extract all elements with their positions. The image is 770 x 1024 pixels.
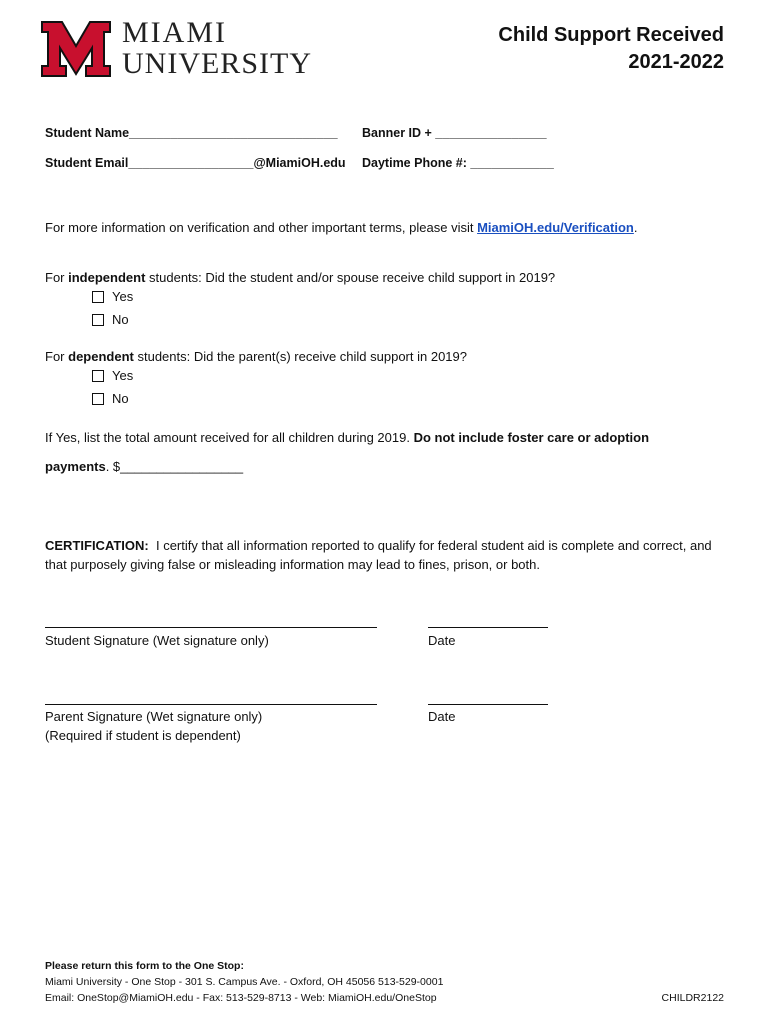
q-pre: For <box>45 349 69 364</box>
form-code: CHILDR2122 <box>661 992 724 1004</box>
checkbox[interactable] <box>92 393 104 405</box>
amount-question <box>45 428 735 447</box>
footer-address: Miami University - One Stop - 301 S. Campus Ave. - Oxford, OH 45056 513-529-0001 <box>45 976 444 988</box>
checkbox[interactable] <box>92 291 104 303</box>
logo-line-university: UNIVERSITY <box>122 47 312 80</box>
footer-heading: Please return this form to the One Stop: <box>45 960 244 972</box>
banner-id-field[interactable]: Banner ID + ________________ <box>362 126 547 140</box>
q-pre: For <box>45 270 69 285</box>
title-year: 2021-2022 <box>628 51 724 73</box>
q-post: students: Did the parent(s) receive child support in 2019? <box>133 349 467 364</box>
student-signature-label: Student Signature (Wet signature only) <box>45 633 269 648</box>
option-label: Yes <box>112 289 134 304</box>
parent-note: (Required if student is dependent) <box>45 728 241 743</box>
certification-label: CERTIFICATION: <box>45 538 149 553</box>
option-label: Yes <box>112 368 134 383</box>
checkbox[interactable] <box>92 370 104 382</box>
amount-bold: Do not include foster care or adoption <box>413 430 650 445</box>
student-signature-line[interactable] <box>45 627 377 628</box>
independent-question <box>45 268 555 287</box>
option-label: No <box>112 391 129 406</box>
parent-date-label: Date <box>428 709 456 724</box>
amount-line[interactable] <box>45 457 243 476</box>
student-email-field[interactable]: Student Email__________________@MiamiOH.edu <box>45 156 346 170</box>
dependent-no-option[interactable] <box>92 391 129 406</box>
amount-field[interactable]: . $_________________ <box>105 459 244 474</box>
info-text <box>45 218 637 237</box>
footer-contact: Email: OneStop@MiamiOH.edu - Fax: 513-529-8713 - Web: MiamiOH.edu/OneStop <box>45 992 437 1004</box>
parent-date-line[interactable] <box>428 704 548 705</box>
independent-no-option[interactable] <box>92 312 129 327</box>
student-date-label: Date <box>428 633 456 648</box>
option-label: No <box>112 312 129 327</box>
certification-text <box>45 536 725 574</box>
footer <box>45 958 443 1006</box>
info-prefix: For more information on verification and other important terms, please visit <box>45 220 478 235</box>
daytime-phone-field[interactable]: Daytime Phone #: ____________ <box>362 156 554 170</box>
q-post: students: Did the student and/or spouse receive child support in 2019? <box>145 270 556 285</box>
miami-m-logo <box>40 20 112 78</box>
logo-line-miami: MIAMI <box>122 16 227 49</box>
parent-signature-label: Parent Signature (Wet signature only) <box>45 709 263 724</box>
dependent-yes-option[interactable] <box>92 368 133 383</box>
parent-signature-line[interactable] <box>45 704 377 705</box>
q-bold: independent <box>68 270 146 285</box>
dependent-question <box>45 347 467 366</box>
student-name-field[interactable]: Student Name______________________________ <box>45 126 338 140</box>
student-date-line[interactable] <box>428 627 548 628</box>
logo-wordmark <box>122 18 312 79</box>
document-title <box>498 22 724 76</box>
title-line: Child Support Received <box>498 24 724 46</box>
info-suffix: . <box>633 220 638 235</box>
verification-link[interactable]: MiamiOH.edu/Verification <box>477 220 634 235</box>
independent-yes-option[interactable] <box>92 289 133 304</box>
certification-body: I certify that all information reported to qualify for federal student aid is complete and correct, and that purposely giving false or misleading information may lead to fines, prison, or both. <box>45 538 716 572</box>
checkbox[interactable] <box>92 314 104 326</box>
amount-pre: If Yes, list the total amount received for all children during 2019. <box>45 430 414 445</box>
q-bold: dependent <box>68 349 134 364</box>
amount-bold2: payments <box>45 459 106 474</box>
